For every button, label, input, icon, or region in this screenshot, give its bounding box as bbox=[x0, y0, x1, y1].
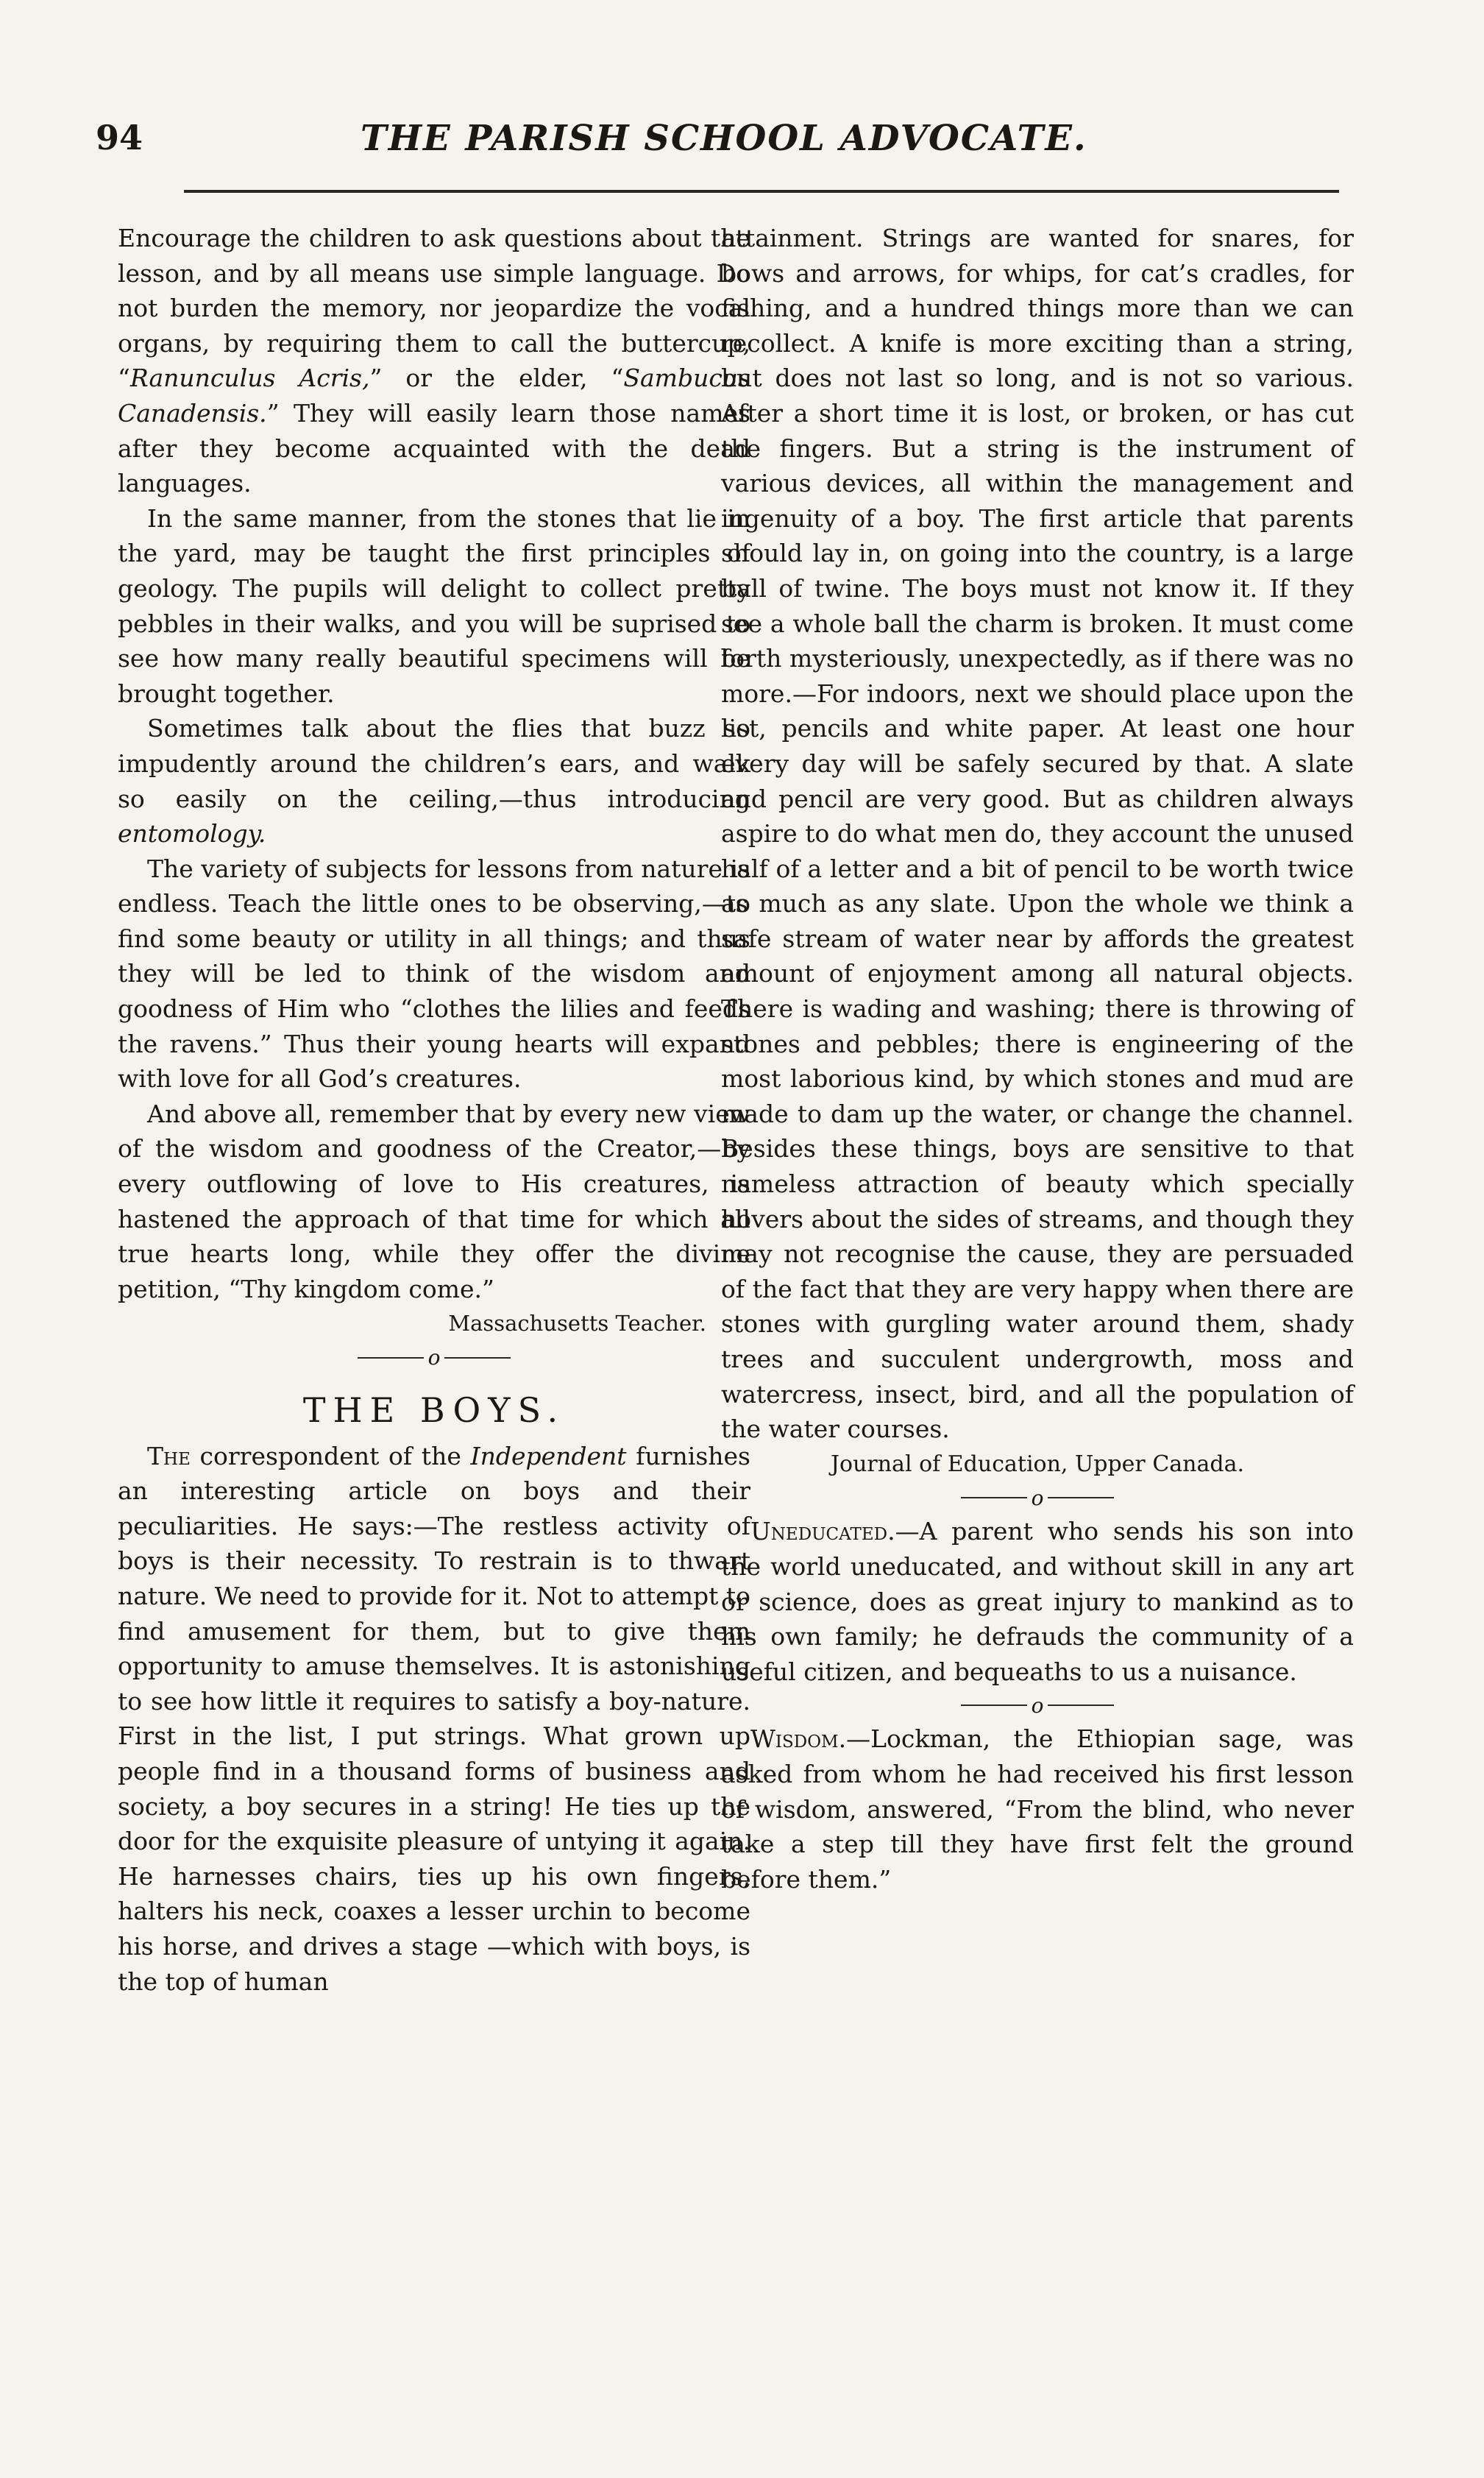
text-run: Encourage the children to ask questions about the lesson, and by all means use simple language. Do not burden the memory, nor jeopardize the vocal organs, by requiring them to call the buttercup, “ bbox=[118, 224, 750, 393]
left-column bbox=[118, 221, 750, 1999]
paragraph-wisdom bbox=[721, 1721, 1354, 1897]
paragraph-boys-continued: attainment. Strings are wanted for snares, for bows and arrows, for whips, for cat’s cradles, for fishing, and a hundred things more than we can recollect. A knife is more exciting than a string, but does not last so long, and is not so various. After a short time it is lost, or broken, or has cut the fingers. But a string is the instrument of various devices, all within the management and ingenuity of a boy. The first article that parents should lay in, on going into the country, is a large ball of twine. The boys must not know it. If they see a whole ball the charm is broken. It must come forth mysteriously, unexpectedly, as if there was no more.—For indoors, next we should place upon the list, pencils and white paper. At least one hour every day will be safely secured by that. A slate and pencil are very good. But as children always aspire to do what men do, they account the unused half of a letter and a bit of pencil to be worth twice as much as any slate. Upon the whole we think a safe stream of water near by affords the greatest amount of enjoyment among all natural objects. There is wading and washing; there is throwing of stones and pebbles; there is engineering of the most laborious kind, by which stones and mud are made to dam up the water, or change the channel. Besides these things, boys are sensitive to that nameless attraction of beauty which specially hovers about the sides of streams, and though they may not recognise the cause, they are persuaded of the fact that they are very happy when there are stones with gurgling water around them, shady trees and succulent undergrowth, moss and watercress, insect, bird, and all the population of the water courses. bbox=[721, 224, 1354, 1444]
text-run: furnishes an interesting article on boys and their peculiarities. He says:—The restless activity of boys is their necessity. To restrain is to thwart nature. We need to provide for it. Not to attempt to find amusement for them, but to give them opportunity to amuse themselves. It is astonishing to see how little it requires to satisfy a boy-nature. First in the list, I put strings. What grown up people find in a thousand forms of business and society, a boy secures in a string! He ties up the door for the exquisite pleasure of untying it again. He harnesses chairs, ties up his own fingers, halters his neck, coaxes a lesser urchin to become his horse, and drives a stage —which with boys, is the top of human bbox=[118, 1441, 750, 1996]
paragraph-questions bbox=[118, 221, 750, 501]
term-entomology: entomology. bbox=[118, 819, 266, 849]
separator bbox=[118, 1342, 750, 1374]
paragraph-nature-variety: The variety of subjects for lessons from nature is endless. Teach the little ones to be observing,—to find some beauty or utility in all things; and thus they will be led to think of the wisdom and goodness of Him who “clothes the lilies and feeds the ravens.” Thus their young hearts will expand with love for all God’s creatures. bbox=[118, 854, 750, 1094]
paragraph-geology: In the same manner, from the stones that lie in the yard, may be taught the first principles of geology. The pupils will delight to collect pretty pebbles in their walks, and you will be suprised to see how many really beautiful specimens will be brought together. bbox=[118, 503, 750, 708]
separator-mark: o bbox=[1031, 1693, 1044, 1718]
text-run: correspondent of the bbox=[190, 1441, 471, 1470]
lead-word: Wisdom. bbox=[750, 1724, 847, 1754]
paragraph-above-all: And above all, remember that by every new view of the wisdom and goodness of the Creator,—by every outflowing of love to His creatures, is hastened the approach of that time for which all true hearts long, while they offer the divine petition, “Thy kingdom come.” bbox=[118, 1099, 750, 1303]
lead-word: The bbox=[147, 1441, 191, 1470]
page-number: 94 bbox=[96, 118, 143, 157]
text-run: Sometimes talk about the flies that buzz so impudently around the children’s ears, and walk so easily on the ceiling,—thus introducing bbox=[118, 714, 750, 813]
separator-line bbox=[961, 1704, 1027, 1706]
separator-mark: o bbox=[1031, 1485, 1044, 1510]
section-title-boys: THE BOYS. bbox=[302, 1390, 566, 1430]
text-run: —Lockman, the Ethiopian sage, was asked from whom he had received his first lesson of wisdom, answered, “From the blind, who never take a step till they have first felt the ground before them.” bbox=[721, 1724, 1354, 1894]
text-run: ” They will easily learn those names after they become acquainted with the dead languages. bbox=[118, 398, 750, 498]
text-run: ” or the elder, “ bbox=[369, 364, 624, 393]
separator-line bbox=[1048, 1704, 1114, 1706]
text-run: —A parent who sends his son into the world uneducated, and without skill in any art or science, does as great injury to mankind as to his own family; he defrauds the community of a useful citizen, and bequeaths to us a nuisance. bbox=[721, 1517, 1354, 1686]
separator-line bbox=[961, 1497, 1027, 1498]
latin-name-elder: Sambucus Canadensis. bbox=[118, 364, 750, 428]
paragraph-uneducated bbox=[721, 1514, 1354, 1689]
running-title: THE PARISH SCHOOL ADVOCATE. bbox=[361, 118, 1087, 159]
right-column bbox=[721, 221, 1354, 1897]
paragraph-boys bbox=[118, 1439, 750, 2000]
lead-word: Uneducated. bbox=[750, 1517, 895, 1546]
publication-name: Independent bbox=[470, 1441, 627, 1470]
page-header bbox=[96, 96, 1346, 169]
separator-line bbox=[444, 1357, 511, 1359]
header-rule bbox=[184, 190, 1339, 193]
paragraph-flies bbox=[118, 711, 750, 851]
separator bbox=[721, 1482, 1354, 1514]
separator-line bbox=[1048, 1497, 1114, 1498]
latin-name-buttercup: Ranunculus Acris, bbox=[129, 364, 370, 393]
attribution-massachusetts: Massachusetts Teacher. bbox=[448, 1311, 706, 1337]
separator bbox=[721, 1689, 1354, 1721]
separator-line bbox=[358, 1357, 424, 1359]
attribution-journal: Journal of Education, Upper Canada. bbox=[830, 1451, 1244, 1477]
separator-mark: o bbox=[427, 1345, 441, 1370]
